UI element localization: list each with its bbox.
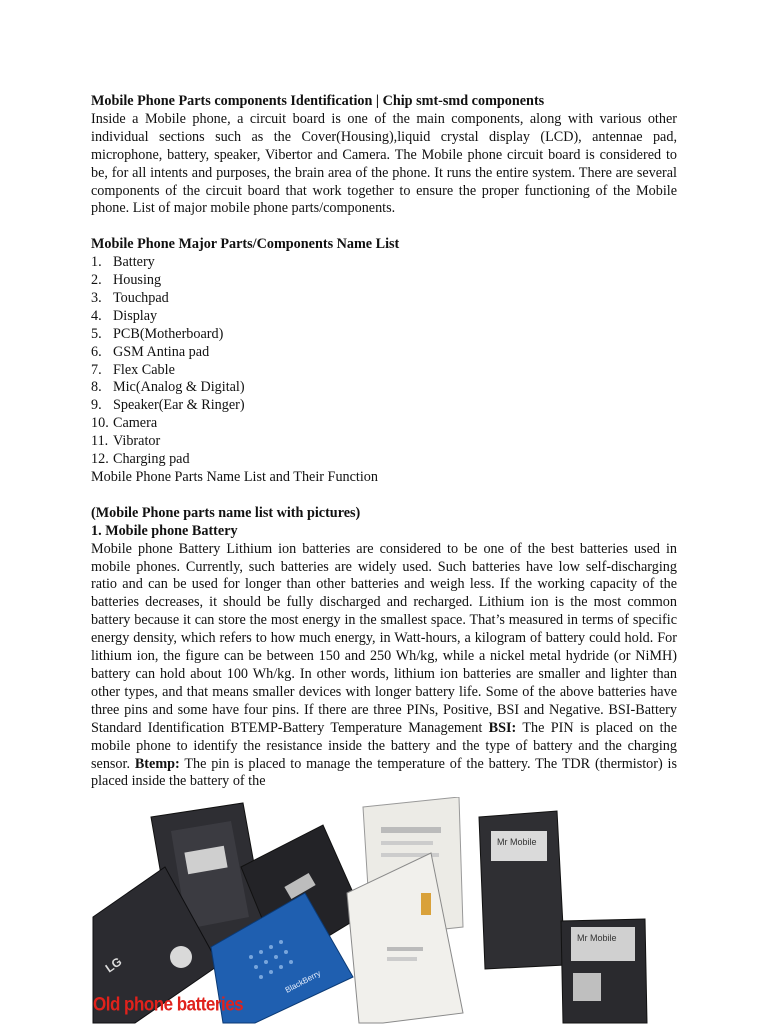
batteries-illustration [91, 797, 677, 1024]
battery-text: The PIN is placed on the mobile phone to identify the resistance inside the battery and the type of battery and the charging sensor. [91, 719, 677, 772]
spacer [91, 487, 677, 505]
battery-text: The pin is placed to manage the temperature of the battery. The TDR (thermistor) is placed inside the battery of the [91, 755, 678, 790]
list-item [91, 362, 677, 380]
battery-brand-text: LG [102, 954, 125, 976]
list-item [91, 415, 677, 433]
list-item [91, 397, 677, 415]
battery-mr-mobile-front [561, 919, 647, 1023]
list-footer: Mobile Phone Parts Name List and Their Function [91, 469, 378, 486]
list-number: 5. [91, 325, 102, 342]
image-caption: Old phone batteries [93, 993, 244, 1015]
list-label: Camera [113, 415, 158, 432]
battery-brand-text: BlackBerry [283, 968, 323, 995]
document-title: Mobile Phone Parts components Identification | Chip smt-smd components [91, 93, 545, 109]
list-label: Display [113, 307, 158, 324]
list-label: Speaker(Ear & Ringer) [113, 397, 245, 414]
list-number: 12. [91, 451, 109, 468]
list-label: Vibrator [113, 433, 161, 450]
list-item [91, 290, 677, 308]
list-number: 3. [91, 289, 102, 306]
list-heading: Mobile Phone Major Parts/Components Name List [91, 236, 400, 253]
bsi-label: BSI: [488, 719, 517, 736]
list-item [91, 379, 677, 397]
list-number: 10. [91, 415, 109, 432]
parts-list [91, 254, 677, 469]
list-label: Mic(Analog & Digital) [113, 379, 245, 396]
list-number: 8. [91, 379, 102, 396]
list-number: 6. [91, 343, 102, 360]
list-label: Battery [113, 254, 155, 271]
list-item [91, 451, 677, 469]
list-label: GSM Antina pad [113, 343, 210, 360]
battery-text: Mobile phone Battery Lithium ion batteries are considered to be one of the best batteries used in mobile phones. Currently, such batteries are widely used. Such batteries have low self-discharging ratio and can be used for longer than other batteries and weigh less. If the working capacity of the batteries decreases, it should be fully discharged and recharged. Lithium ion is the most common battery because it can store the most energy in the smallest space. That’s measured in terms of specific energy density, which refers to how much energy, in Watt-hours, a kilogram of battery could hold. For lithium ion, the figure can be between 150 and 250 Wh/kg, while a nickel metal hydride (or NiMH) battery can hold about 100 Wh/kg. In other words, lithium ion batteries are smaller and lighter than other types, and that means smaller devices with longer battery life. Some of the above batteries have three pins and some have four pins. If there are three PINs, Positive, BSI and Negative. BSI-Battery Standard Identification BTEMP-Battery Temperature Management [91, 540, 677, 736]
battery-heading: 1. Mobile phone Battery [91, 522, 238, 539]
btemp-label: Btemp: [134, 755, 180, 772]
battery-brand-text: Mr Mobile [577, 933, 617, 943]
list-number: 7. [91, 361, 102, 378]
list-item [91, 272, 677, 290]
list-number: 4. [91, 307, 102, 324]
battery-mr-mobile-back [479, 811, 565, 969]
battery-paragraph [91, 541, 677, 792]
list-label: Charging pad [113, 451, 190, 468]
list-item [91, 254, 677, 272]
document-page [91, 93, 677, 791]
list-number: 2. [91, 272, 102, 289]
list-number: 11. [91, 433, 109, 450]
spacer [91, 218, 677, 236]
list-label: PCB(Motherboard) [113, 325, 224, 342]
pictures-heading: (Mobile Phone parts name list with pictures) [91, 504, 361, 521]
list-item [91, 344, 677, 362]
list-number: 1. [91, 254, 102, 271]
list-item [91, 308, 677, 326]
list-label: Touchpad [113, 289, 169, 306]
batteries-photo [91, 797, 677, 1024]
battery-brand-text: Mr Mobile [497, 837, 537, 847]
list-label: Flex Cable [113, 361, 175, 378]
list-item [91, 433, 677, 451]
list-item [91, 326, 677, 344]
list-number: 9. [91, 397, 102, 414]
list-label: Housing [113, 272, 162, 289]
intro-paragraph: Inside a Mobile phone, a circuit board is one of the main components, along with various other individual sections such as the Cover(Housing),liquid crystal display (LCD), antennae pad, microphone, battery, speaker, Vibertor and Camera. The Mobile phone circuit board is considered to be, for all intents and purposes, the brain area of the phone. It runs the entire system. There are several components of the circuit board that work together to ensure the proper functioning of the Mobile phone. List of major mobile phone parts/components. [91, 110, 677, 217]
